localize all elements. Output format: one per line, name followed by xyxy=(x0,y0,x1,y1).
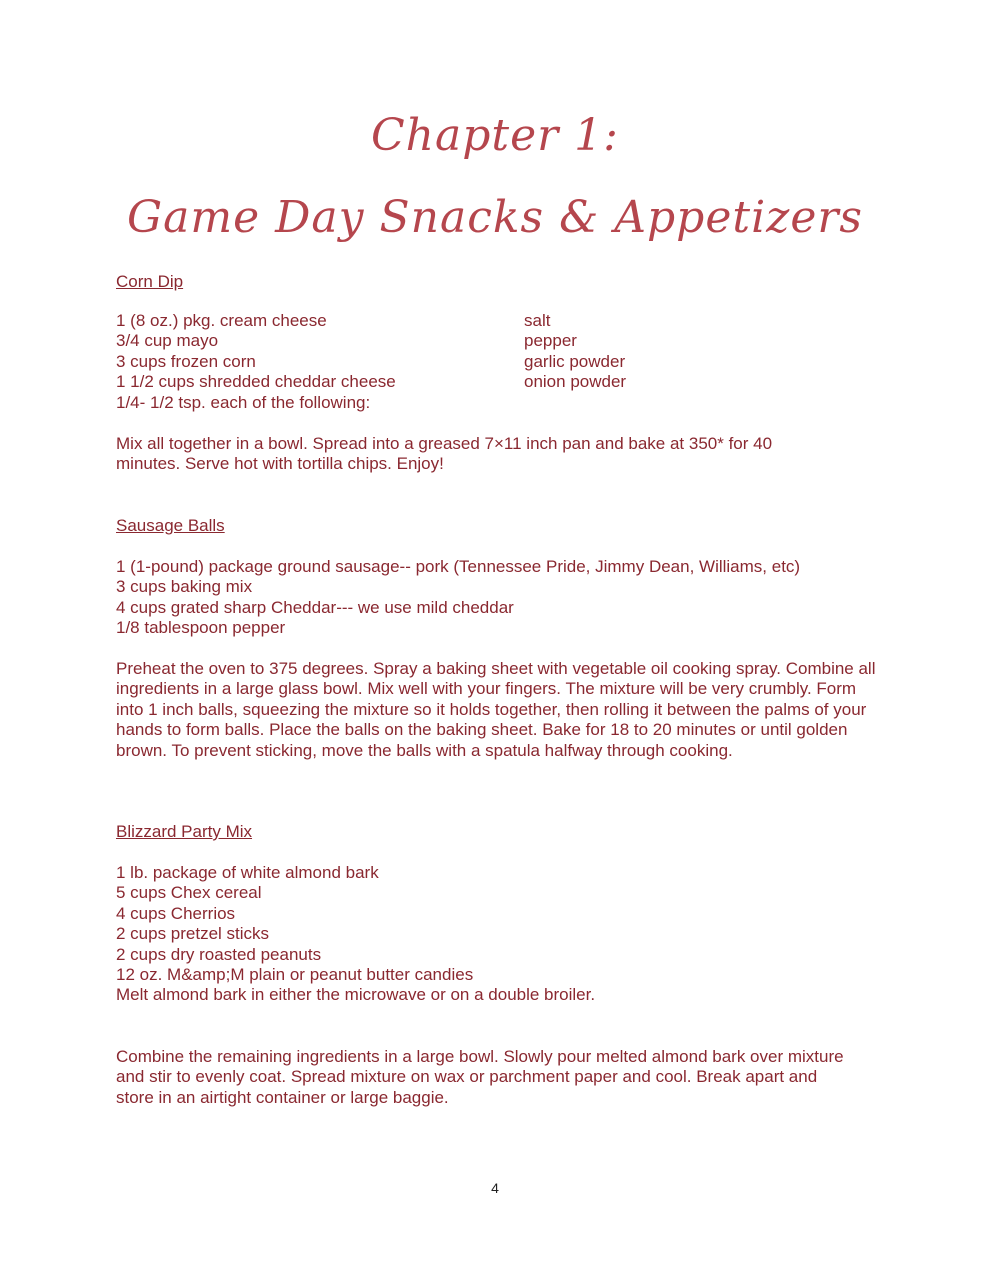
ingredient: onion powder xyxy=(524,372,627,392)
ingredient: 12 oz. M&amp;M plain or peanut butter candies xyxy=(116,965,474,985)
ingredient: 3/4 cup mayo xyxy=(116,331,219,351)
ingredient: 5 cups Chex cereal xyxy=(116,883,262,903)
ingredient: 3 cups frozen corn xyxy=(116,351,256,371)
sausage-balls-ingredients xyxy=(116,557,886,639)
ingredient: 4 cups Cherrios xyxy=(116,903,236,923)
sausage-balls-directions-block xyxy=(116,659,886,761)
recipe-title-sausage-balls: Sausage Balls xyxy=(116,516,225,535)
ingredient: salt xyxy=(524,311,551,330)
ingredient: 3 cups baking mix xyxy=(116,577,253,597)
ingredient: Melt almond bark in either the microwave or on a double broiler. xyxy=(116,985,596,1005)
corn-dip-ingredients xyxy=(116,311,886,415)
recipe-directions: Preheat the oven to 375 degrees. Spray a baking sheet with vegetable oil cooking spray. Combine all ingredients in a large glass bowl. Mix well with your fingers. The mixture will be very crumbly. Form into 1 inch balls, squeezing the mixture so it holds together, then rolling it between the palms of your hands to form balls. Place the balls on the baking sheet. Bake for 18 to 20 minutes or until golden brown. To prevent sticking, move the balls with a spatula halfway through cooking. xyxy=(116,659,876,760)
recipe-directions: Combine the remaining ingredients in a large bowl. Slowly pour melted almond bark over mixture and stir to evenly coat. Spread mixture on wax or parchment paper and cool. Break apart and store in an airtight container or large baggie. xyxy=(116,1047,844,1107)
recipe-title-blizzard-party-mix: Blizzard Party Mix xyxy=(116,822,253,841)
page-number: 4 xyxy=(491,1180,499,1196)
ingredient: 4 cups grated sharp Cheddar--- we use mild cheddar xyxy=(116,597,514,617)
chapter-title-line-2: Game Day Snacks & Appetizers xyxy=(127,192,863,243)
ingredient: 1/4- 1/2 tsp. each of the following: xyxy=(116,392,371,412)
ingredient: 2 cups pretzel sticks xyxy=(116,924,270,944)
ingredient: 2 cups dry roasted peanuts xyxy=(116,944,322,964)
ingredient: 1 (1-pound) package ground sausage-- pork (Tennessee Pride, Jimmy Dean, Williams, etc) xyxy=(116,557,801,576)
ingredient: 1 1/2 cups shredded cheddar cheese xyxy=(116,372,396,392)
corn-dip-ingredients-right xyxy=(524,311,824,393)
ingredient: pepper xyxy=(524,331,577,351)
recipe-sausage-balls xyxy=(116,516,886,536)
recipe-corn-dip xyxy=(116,272,886,292)
ingredient: 1 (8 oz.) pkg. cream cheese xyxy=(116,311,327,330)
blizzard-party-mix-ingredients xyxy=(116,863,886,1006)
ingredient: garlic powder xyxy=(524,351,626,371)
blizzard-party-mix-directions-block xyxy=(116,1047,846,1108)
recipe-directions: Mix all together in a bowl. Spread into a greased 7×11 inch pan and bake at 350* for 40 minutes. Serve hot with tortilla chips. Enjoy! xyxy=(116,434,773,474)
chapter-title-line-1: Chapter 1: xyxy=(371,110,619,161)
ingredient: 1 lb. package of white almond bark xyxy=(116,863,379,882)
corn-dip-ingredients-left xyxy=(116,311,516,413)
corn-dip-directions-block xyxy=(116,434,816,475)
recipe-title-corn-dip: Corn Dip xyxy=(116,272,184,291)
recipe-blizzard-party-mix xyxy=(116,822,886,842)
ingredient: 1/8 tablespoon pepper xyxy=(116,618,286,638)
